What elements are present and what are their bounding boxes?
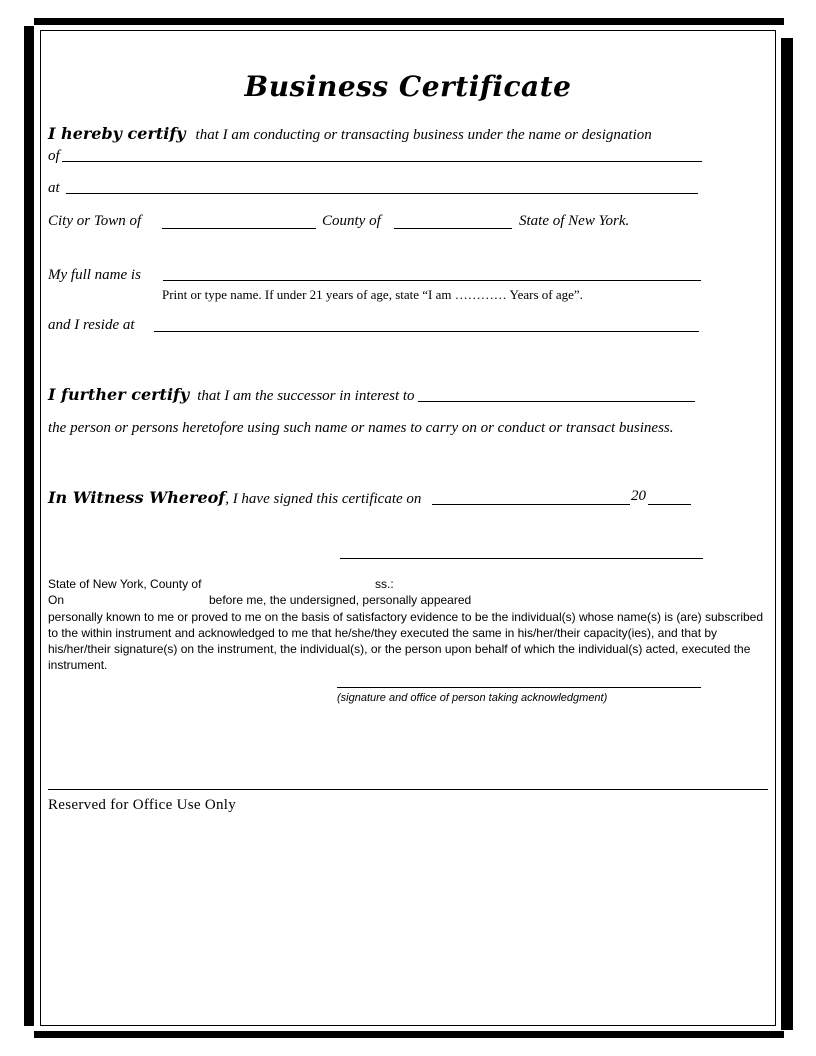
office-use-label: Reserved for Office Use Only [48,797,237,813]
year-prefix: 20 [631,488,646,504]
city-label: City or Town of [48,213,142,229]
full-name-field[interactable] [163,280,701,281]
border-top [34,18,784,25]
certify-lead: I hereby certify [48,124,186,143]
successor-field[interactable] [418,401,695,402]
border-left [24,26,34,1026]
further-line [48,385,415,405]
reside-label: and I reside at [48,317,135,333]
ack-signature-caption: (signature and office of person taking acknowledgment) [337,692,608,704]
at-label: at [48,180,60,196]
signature-line[interactable] [340,558,703,559]
ack-state-county: State of New York, County of [48,577,202,591]
border-right [781,38,793,1030]
business-name-field[interactable] [62,161,702,162]
full-name-label: My full name is [48,267,141,283]
certify-line [48,124,652,144]
witness-year-field[interactable] [648,504,691,505]
witness-line [48,488,421,508]
ack-ss: ss.: [375,577,394,591]
witness-lead: In Witness Whereof [48,488,226,507]
witness-date-field[interactable] [432,504,630,505]
border-bottom [34,1031,784,1038]
witness-text: , I have signed this certificate on [225,491,422,507]
county-label: County of [322,213,381,229]
city-field[interactable] [162,228,316,229]
full-name-note: Print or type name. If under 21 years of age, state “I am ………… Years of age”. [162,287,583,302]
ack-body: personally known to me or proved to me on the basis of satisfactory evidence to be the individual(s) whose name(s) is (are) subscribed to the within instrument and acknowledged to me that he/she/they executed the same in his/her/their capacity(ies), and that by his/her/their signature(s) on the instrument, the individual(s), or the person upon behalf of which the individual(s) acted, executed the instrument. [48,610,764,672]
further-lead: I further certify [48,385,190,404]
further-text2: the person or persons heretofore using such name or names to carry on or conduct or transact business. [48,420,674,436]
state-label: State of New York. [519,213,630,229]
office-divider [48,789,768,790]
further-text: that I am the successor in interest to [197,388,415,404]
business-address-field[interactable] [66,193,698,194]
ack-before-me: before me, the undersigned, personally appeared [209,593,472,607]
page-title: Business Certificate [244,70,572,103]
border-inner [40,30,776,1026]
county-field[interactable] [394,228,512,229]
ack-on: On [48,593,65,607]
certify-text: that I am conducting or transacting business under the name or designation [195,127,652,143]
ack-signature-line[interactable] [337,687,701,688]
of-label: of [48,148,60,164]
residence-field[interactable] [154,331,699,332]
